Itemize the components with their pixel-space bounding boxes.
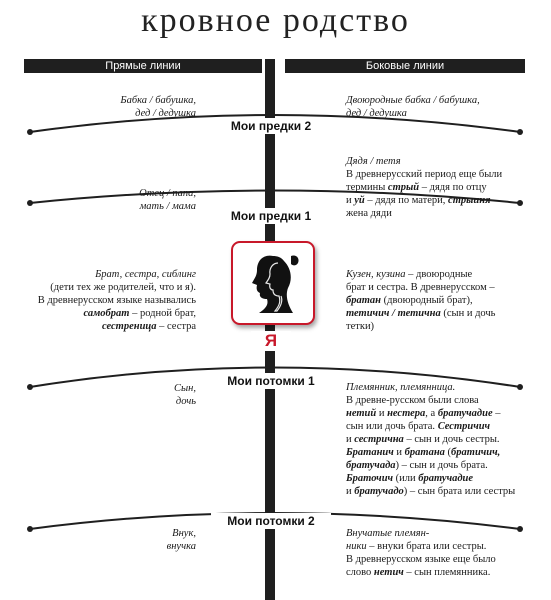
- text-line: Отец / папа,: [139, 188, 196, 199]
- label-ancestors2: Мои предки 2: [211, 118, 331, 134]
- right-cousins: [346, 268, 546, 333]
- header-direct-lines: Прямые линии: [24, 59, 262, 73]
- text-line: ники – внуки брата или сестры.: [346, 541, 487, 552]
- text-line: Племянник, племянница.: [346, 382, 456, 393]
- left-grandchildren: [16, 527, 196, 553]
- text-line: Кузен, кузина – двоюродные: [346, 269, 473, 280]
- text-line: и братучадо) – сын брата или сестры: [346, 486, 516, 497]
- text-line: сын или дочь брата. Сестричич: [346, 421, 491, 432]
- right-grandnephews: [346, 527, 546, 579]
- text-line: Бабка / бабушка,: [120, 95, 196, 106]
- left-grandparents: [16, 94, 196, 120]
- text-line: дед / дедушка: [135, 108, 196, 119]
- text-line: жена дяди: [346, 208, 392, 219]
- self-label: Я: [251, 331, 291, 351]
- text-line: В древнерусском языке еще было: [346, 554, 496, 565]
- label-ancestors1: Мои предки 1: [211, 208, 331, 224]
- text-line: братан (двоюродный брат),: [346, 295, 473, 306]
- page-title: кровное родство: [141, 2, 410, 39]
- text-line: термины стрый – дядя по отцу: [346, 182, 487, 193]
- text-line: Внучатые племян-: [346, 528, 430, 539]
- text-line: сестреница – сестра: [101, 321, 196, 332]
- text-line: Братанич и братана (братичич,: [346, 447, 501, 458]
- self-portrait-box: [231, 241, 315, 325]
- text-line: брат и сестра. В древнерусском –: [346, 282, 495, 293]
- text-line: Сын,: [174, 383, 196, 394]
- text-line: дочь: [175, 396, 196, 407]
- text-line: братучада) – сын и дочь брата.: [346, 460, 488, 471]
- text-line: Дядя / тетя: [346, 156, 401, 167]
- text-line: (дети тех же родителей, что и я).: [50, 282, 196, 293]
- text-line: внучка: [166, 541, 196, 552]
- text-line: Браточич (или братучадие: [346, 473, 474, 484]
- text-line: Двоюродные бабка / бабушка,: [346, 95, 480, 106]
- right-cousin-grandparents: [346, 94, 546, 120]
- right-uncles: [346, 155, 546, 220]
- label-descendants2: Мои потомки 2: [211, 513, 331, 529]
- text-line: тетичич / тетична (сын и дочь: [346, 308, 496, 319]
- text-line: дед / дедушка: [346, 108, 407, 119]
- text-line: В древнерусский период еще были: [346, 169, 503, 180]
- text-line: Брат, сестра, сиблинг: [95, 269, 196, 280]
- text-line: и уй – дядя по матери, стрыиня –: [346, 195, 499, 206]
- text-line: тетки): [346, 321, 375, 332]
- text-line: и сестрична – сын и дочь сестры.: [346, 434, 500, 445]
- text-line: нетий и нестера, а братучадие –: [346, 408, 501, 419]
- label-descendants1: Мои потомки 1: [211, 373, 331, 389]
- left-children: [16, 382, 196, 408]
- left-siblings: [0, 268, 196, 333]
- text-line: Внук,: [172, 528, 196, 539]
- text-line: В древне-русском были слова: [346, 395, 479, 406]
- left-parents: [16, 187, 196, 213]
- text-line: мать / мама: [139, 201, 196, 212]
- text-line: слово нетич – сын племянника.: [346, 567, 491, 578]
- header-side-lines: Боковые линии: [285, 59, 525, 73]
- two-heads-silhouette-icon: [233, 243, 313, 323]
- right-nephews: [346, 381, 546, 498]
- text-line: самобрат – родной брат,: [83, 308, 196, 319]
- text-line: В древнерусском языке назывались: [37, 295, 196, 306]
